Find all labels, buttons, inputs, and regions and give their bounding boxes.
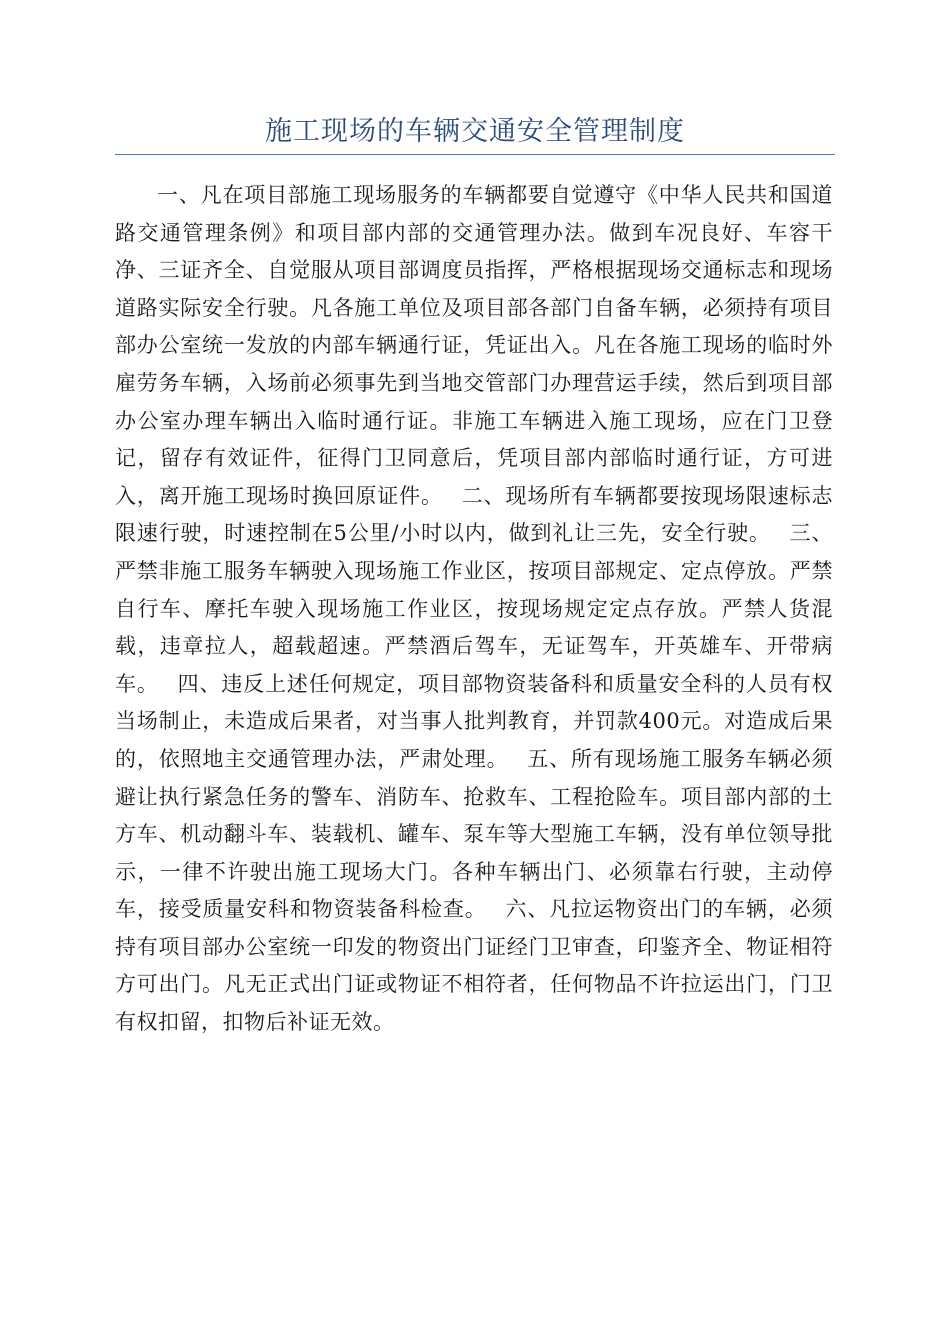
title-underline <box>115 154 835 155</box>
page-title: 施工现场的车辆交通安全管理制度 <box>265 116 685 147</box>
body-paragraph: 一、凡在项目部施工现场服务的车辆都要自觉遵守《中华人民共和国道路交通管理条例》和项目部内部的交通管理办法。做到车况良好、车容干净、三证齐全、自觉服从项目部调度员指挥，严格根据现场交通标志和现场道路实际安全行驶。凡各施工单位及项目部各部门自备车辆，必须持有项目部办公室统一发放的内部车辆通行证，凭证出入。凡在各施工现场的临时外雇劳务车辆，入场前必须事先到当地交管部门办理营运手续，然后到项目部办公室办理车辆出入临时通行证。非施工车辆进入施工现场，应在门卫登记，留存有效证件，征得门卫同意后，凭项目部内部临时通行证，方可进入，离开施工现场时换回原证件。 二、现场所有车辆都要按现场限速标志限速行驶，时速控制在5公里/小时以内，做到礼让三先，安全行驶。 三、严禁非施工服务车辆驶入现场施工作业区，按项目部规定、定点停放。严禁自行车、摩托车驶入现场施工作业区，按现场规定定点存放。严禁人货混载，违章拉人，超载超速。严禁酒后驾车，无证驾车，开英雄车、开带病车。 四、违反上述任何规定，项目部物资装备科和质量安全科的人员有权当场制止，未造成后果者，对当事人批判教育，并罚款400元。对造成后果的，依照地主交通管理办法，严肃处理。 五、所有现场施工服务车辆必须避让执行紧急任务的警车、消防车、抢救车、工程抢险车。项目部内部的土方车、机动翻斗车、装载机、罐车、泵车等大型施工车辆，没有单位领导批示，一律不许驶出施工现场大门。各种车辆出门、必须靠右行驶，主动停车，接受质量安科和物资装备科检查。 六、凡拉运物资出门的车辆，必须持有项目部办公室统一印发的物资出门证经门卫审查，印鉴齐全、物证相符方可出门。凡无正式出门证或物证不相符者，任何物品不许拉运出门，门卫有权扣留，扣物后补证无效。 <box>115 183 833 1035</box>
